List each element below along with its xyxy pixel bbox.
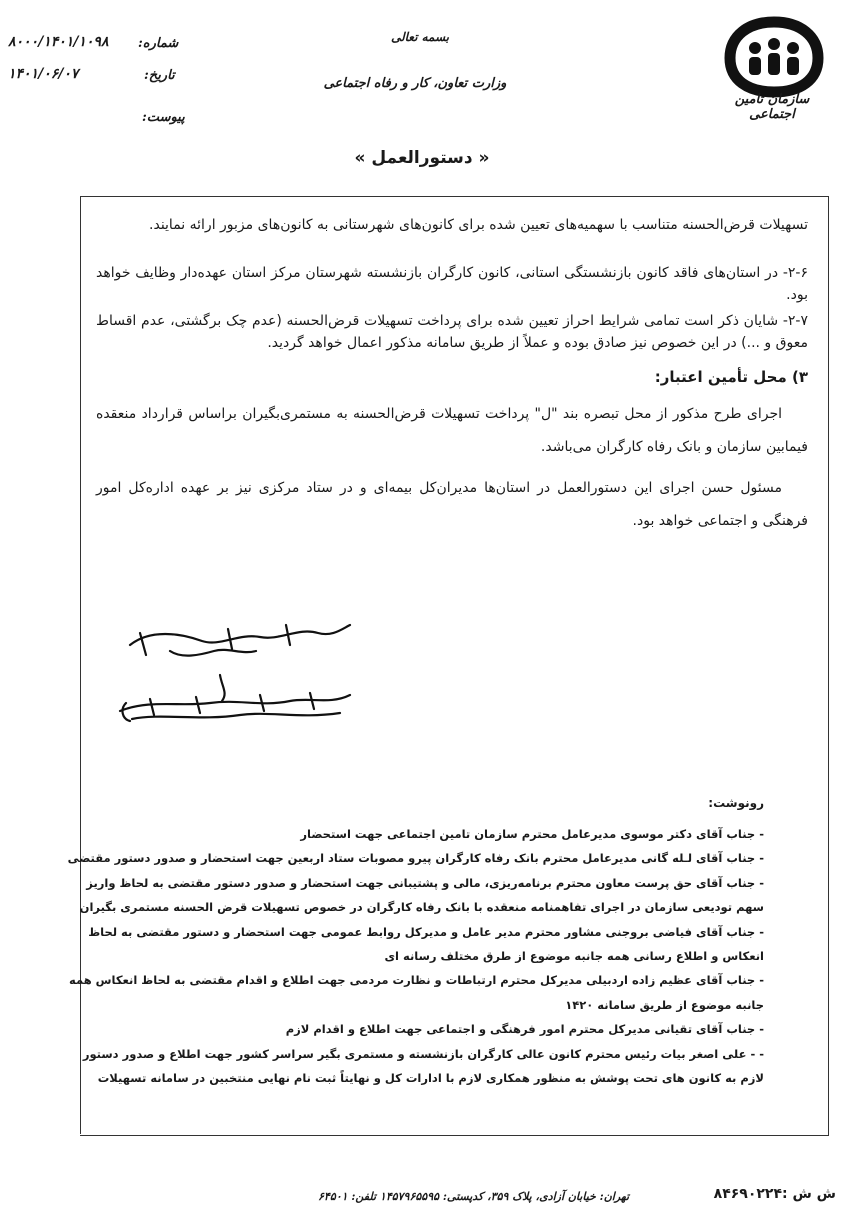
footer-code: ش ش :۸۴۶۹۰۲۲۴ [713, 1186, 836, 1202]
attachment-label: پیوست: [142, 110, 185, 125]
handwritten-signature [110, 615, 360, 735]
document-title: « دستورالعمل » [354, 148, 490, 168]
cc-title: رونوشت: [708, 796, 764, 810]
cc-item: - - علی اصغر بیات رئیس محترم کانون عالی کارگران بازنشسته و مستمری بگیر سراسر کشور جهت اطلاع و صدور دستور لازم به کانون های تحت پوشش به منظور همکاری لازم با ادارات کل و نهایتاً ثبت نام نهایی منتخبین در سامانه تسهیلات [82, 1046, 764, 1086]
cc-item: - جناب آقای لـله گانی مدیرعامل محترم بانک رفاه کارگران پیرو مصوبات ستاد اربعین جهت استحضار و صدور دستور مقتضی [67, 851, 764, 866]
footer-address: تهران: خیابان آزادی، پلاک ۳۵۹، کدپستی: ۱۴۵۷۹۶۵۵۹۵ تلفن: ۶۴۵۰۱ [318, 1190, 630, 1203]
organization-name: سازمان تامین اجتماعی [734, 92, 810, 122]
paragraph-2-6: ۲-۶- در استان‌های فاقد کانون بازنشستگی استانی، کانون کارگران بازنشسته شهرستان مرکز استان عهده‌دار وظایف خواهد بود. [96, 265, 808, 303]
cc-list [64, 822, 764, 1090]
ministry-name: وزارت تعاون، کار و رفاه اجتماعی [323, 76, 507, 91]
section-3-heading: ۳) محل تأمین اعتبار: [654, 368, 808, 386]
cc-item: - جناب آقای فیاضی بروجنی مشاور محترم مدیر عامل و مدیرکل روابط عمومی جهت استحضار و دستور مقتضی به لحاظ انعکاس و اطلاع رسانی همه جانبه موضوع از طرق مختلف رسانه ای [88, 924, 764, 964]
paragraph-funding: اجرای طرح مذکور از محل تبصره بند "ل" پرداخت تسهیلات قرض‌الحسنه به مستمری‌بگیران براساس قرارداد منعقده فیمابین سازمان و بانک رفاه کارگران می‌باشد. [96, 406, 808, 455]
cc-item: - جناب آقای حق پرست معاون محترم برنامه‌ریزی، مالی و پشتیبانی جهت استحضار و صدور دستور مقتضی به لحاظ واریز سهم تودیعی سازمان در اجرای تفاهمنامه منعقده با بانک رفاه کارگران در خصوص تسهیلات قرض الحسنه مستمری بگیران [79, 875, 764, 915]
cc-item: - جناب آقای دکتر موسوی مدیرعامل محترم سازمان تامین اجتماعی جهت استحضار [300, 827, 764, 841]
cc-item: - جناب آقای تقیانی مدیرکل محترم امور فرهنگی و اجتماعی جهت اطلاع و اقدام لازم [285, 1022, 764, 1037]
paragraph-facilities: تسهیلات قرض‌الحسنه متناسب با سهمیه‌های تعیین شده برای کانون‌های شهرستانی به کانون‌های مزبور ارائه نمایند. [149, 217, 808, 233]
number-label: شماره: [138, 36, 179, 51]
bismillah: بسمه تعالی [390, 30, 450, 44]
date-label: تاریخ: [144, 68, 175, 83]
paragraph-responsibility: مسئول حسن اجرای این دستورالعمل در استان‌ها مدیران‌کل بیمه‌ای و در ستاد مرکزی نیز بر عهده اداره‌کل امور فرهنگی و اجتماعی خواهد بود. [96, 480, 808, 529]
letter-number: ۸۰۰۰/۱۴۰۱/۱۰۹۸ [8, 34, 109, 50]
letter-date: ۱۴۰۱/۰۶/۰۷ [8, 66, 79, 82]
cc-item: - جناب آقای عظیم زاده اردبیلی مدیرکل محترم ارتباطات و نظارت مردمی جهت اطلاع و اقدام مقتضی به لحاظ انعکاس همه جانبه موضوع از طریق سامانه ۱۴۲۰ [69, 973, 764, 1012]
paragraph-2-7: ۲-۷- شایان ذکر است تمامی شرایط احراز تعیین شده برای پرداخت تسهیلات قرض‌الحسنه (عدم چک برگشتی، عدم اقساط معوق و ...) در این خصوص نیز صادق بوده و عملاً از طریق سامانه مذکور اعمال خواهد گردید. [96, 313, 808, 351]
